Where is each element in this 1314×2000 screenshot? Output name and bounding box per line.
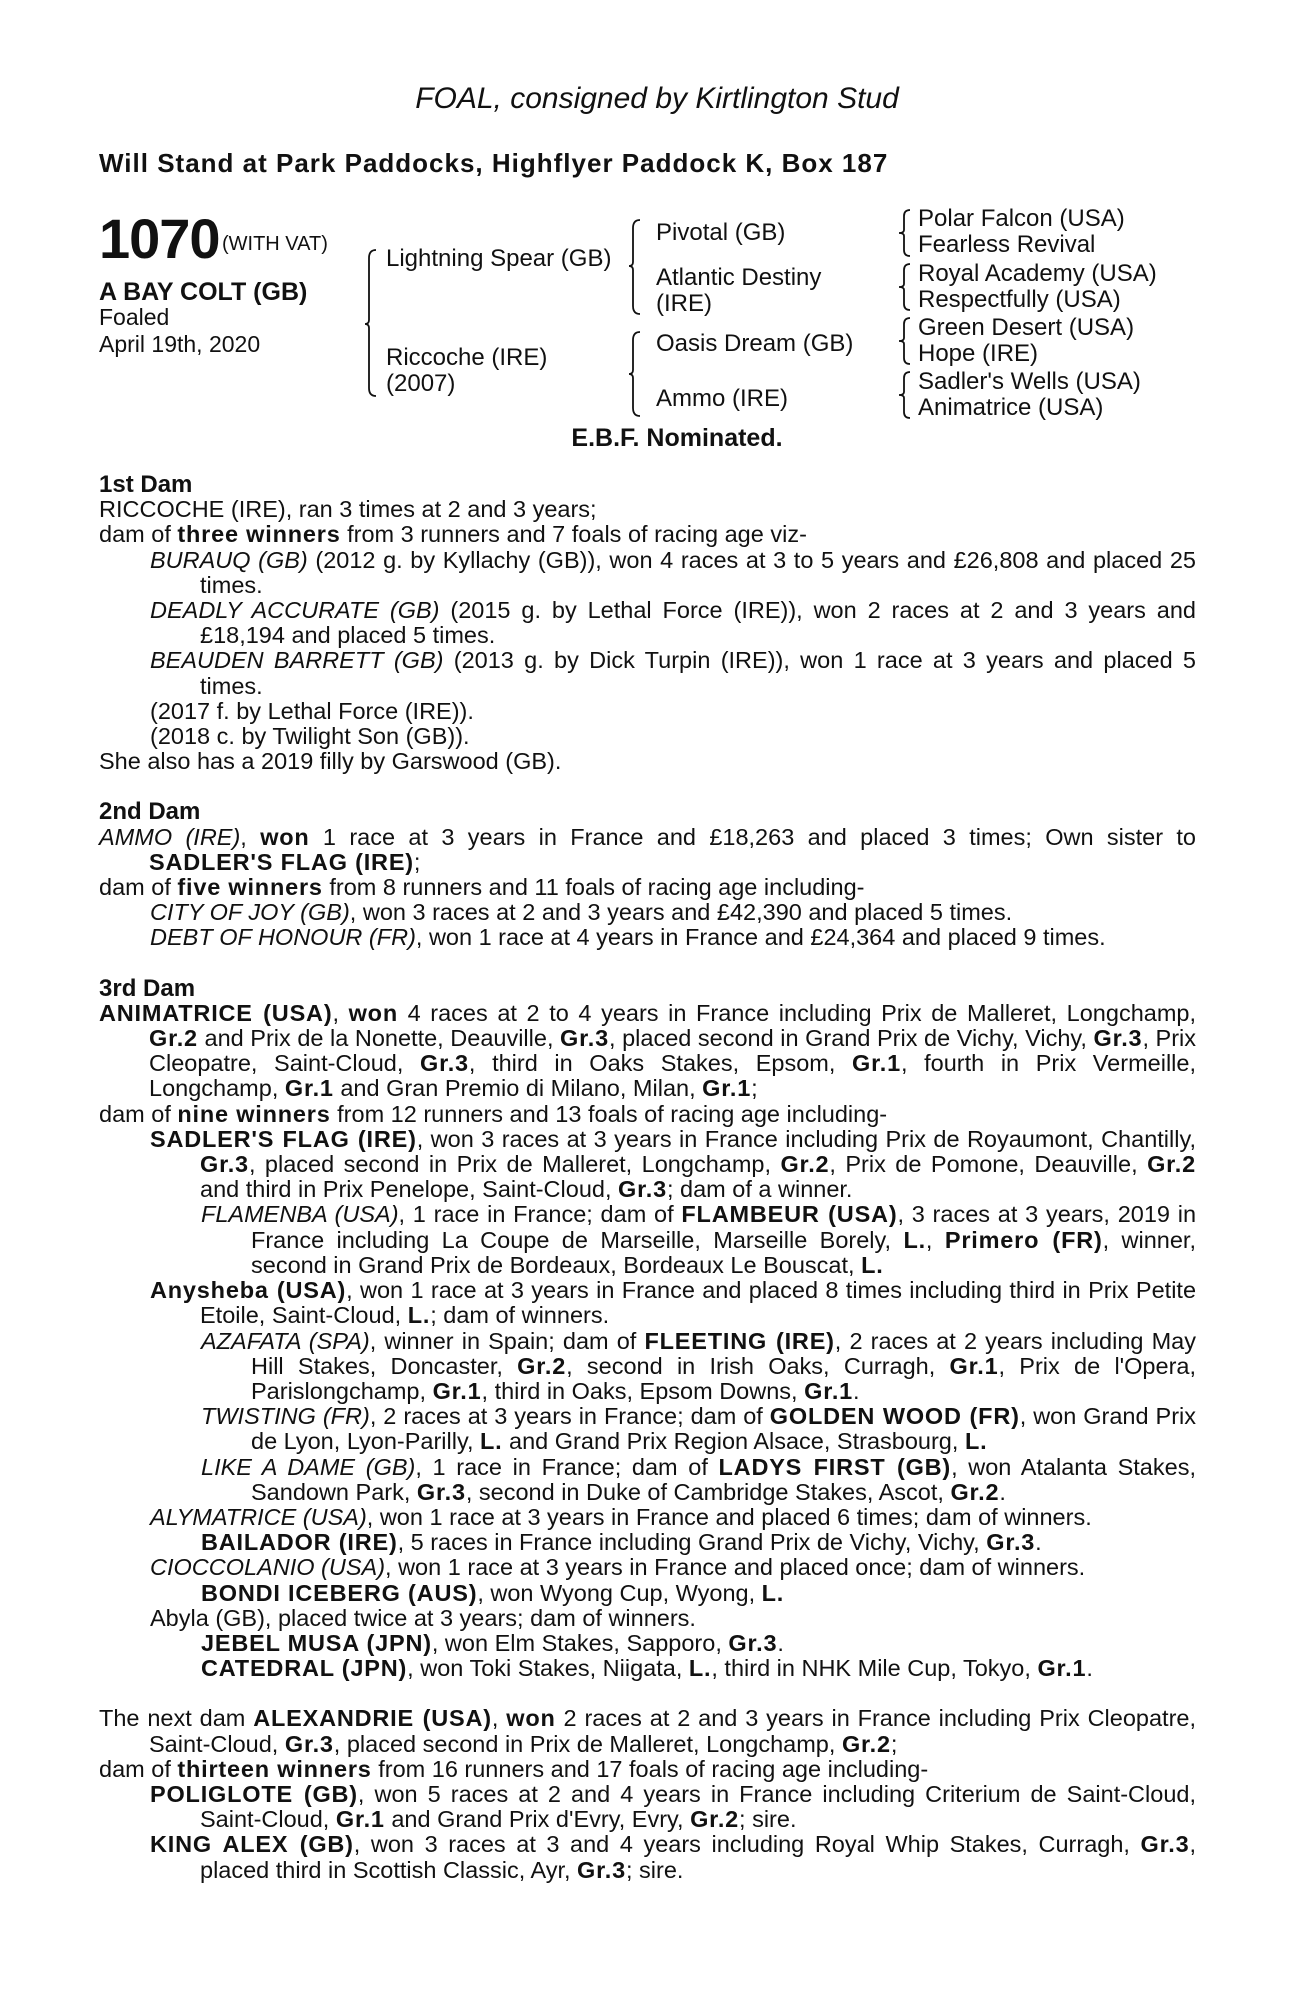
bold-text: L. xyxy=(761,1579,785,1606)
pedigree-ggp: Hope (IRE) xyxy=(918,340,1039,367)
entry-text: , won 1 race at 3 years in France and placed 6 times; dam of winners. xyxy=(366,1503,1092,1530)
italic-text: ALYMATRICE (USA) xyxy=(150,1503,367,1530)
bold-text: ANIMATRICE (USA) xyxy=(99,999,333,1026)
bold-text: Gr.2 xyxy=(517,1352,567,1379)
entry-text: , placed second in Prix de Malleret, Longchamp, xyxy=(333,1730,842,1757)
entry-text: , won Elm Stakes, Sapporo, xyxy=(431,1629,729,1656)
entry-text: , winner in Spain; dam of xyxy=(369,1327,645,1354)
bold-text: nine winners xyxy=(177,1100,331,1127)
bold-text: Gr.1 xyxy=(804,1377,854,1404)
entry-text: , xyxy=(332,999,349,1026)
entry-text: from 8 runners and 11 foals of racing age including- xyxy=(322,874,865,901)
catalogue-entry xyxy=(99,1706,1196,1756)
italic-text: AMMO (IRE) xyxy=(99,823,241,850)
pedigree-ggp: Polar Falcon (USA) xyxy=(918,205,1125,232)
catalogue-entry xyxy=(99,1757,1196,1782)
bold-text: KING ALEX (GB) xyxy=(150,1831,354,1858)
bold-text: ALEXANDRIE (USA) xyxy=(253,1705,492,1732)
entry-text: , won 3 races at 2 and 3 years and £42,390 and placed 5 times. xyxy=(349,899,1013,926)
catalogue-entry xyxy=(99,497,1196,522)
catalogue-entry xyxy=(99,900,1196,925)
entry-text: ; xyxy=(751,1075,758,1102)
entry-text: , won 5 races at 2 and 4 years in France including Criterium de Saint-Cloud, Saint-Cloud, xyxy=(200,1780,1196,1833)
italic-text: LIKE A DAME (GB) xyxy=(201,1453,416,1480)
catalogue-entry xyxy=(99,1001,1196,1102)
entry-text: (2013 g. by Dick Turpin (IRE)), won 1 race at 3 years and placed 5 times. xyxy=(200,647,1197,699)
bold-text: Gr.3 xyxy=(284,1730,334,1757)
entry-text: from 12 runners and 13 foals of racing age including- xyxy=(330,1100,888,1127)
section-gap xyxy=(99,1681,1196,1706)
catalogue-entry xyxy=(99,1656,1196,1681)
entry-text: (2017 f. by Lethal Force (IRE)). xyxy=(150,697,474,724)
italic-text: CIOCCOLANIO (USA) xyxy=(150,1554,386,1581)
entry-text: , won Toki Stakes, Niigata, xyxy=(407,1655,689,1682)
entry-text: The next dam xyxy=(99,1705,254,1732)
pedigree-ggp: Royal Academy (USA) xyxy=(918,260,1157,287)
bold-text: Gr.3 xyxy=(577,1856,626,1883)
bold-text: Anysheba (USA) xyxy=(150,1277,347,1304)
entry-text: Abyla (GB), placed twice at 3 years; dam of winners. xyxy=(150,1604,696,1631)
bold-text: Gr.2 xyxy=(780,1151,830,1178)
catalogue-entry xyxy=(99,1581,1196,1606)
entry-text: . xyxy=(999,1478,1006,1505)
bold-text: JEBEL MUSA (JPN) xyxy=(201,1629,432,1656)
bold-text: FLAMBEUR (USA) xyxy=(681,1201,898,1228)
ebf-nominated: E.B.F. Nominated. xyxy=(571,424,783,452)
entry-text: , won Atalanta Stakes, Sandown Park, xyxy=(251,1453,1196,1505)
italic-text: AZAFATA (SPA) xyxy=(201,1327,370,1354)
entry-text: ; dam of a winner. xyxy=(666,1176,853,1203)
pedigree-bracket-ggp-1 xyxy=(898,208,912,258)
entry-text: , won 3 races at 3 years in France including Prix de Royaumont, Chantilly, xyxy=(416,1125,1196,1152)
bold-text: Gr.3 xyxy=(200,1151,249,1178)
section-heading: 3rd Dam xyxy=(99,974,196,1002)
section-gap xyxy=(99,951,1196,976)
bold-text: Primero (FR) xyxy=(944,1226,1103,1253)
entry-text: , won 1 race at 3 years in France and placed 8 times including third in Prix Petite Etoile, Saint-Cloud, xyxy=(200,1277,1197,1329)
entry-text: , second in Irish Oaks, Curragh, xyxy=(566,1352,950,1379)
pedigree-dam-year: (2007) xyxy=(386,370,456,397)
bold-text: Gr.3 xyxy=(1093,1025,1143,1052)
catalogue-entry xyxy=(99,825,1196,875)
bold-text: L. xyxy=(964,1428,988,1455)
italic-text: DEBT OF HONOUR (FR) xyxy=(150,924,416,951)
catalogue-entry xyxy=(99,1505,1196,1530)
bold-text: L. xyxy=(861,1251,884,1278)
pedigree-ggp: Sadler's Wells (USA) xyxy=(918,368,1141,395)
catalogue-entry xyxy=(99,1606,1196,1631)
bold-text: Gr.1 xyxy=(949,1352,999,1379)
bold-text: Gr.2 xyxy=(690,1806,740,1833)
catalogue-entry xyxy=(99,1404,1196,1454)
entry-text: , placed second in Grand Prix de Vichy, Vichy, xyxy=(608,1025,1094,1052)
italic-text: DEADLY ACCURATE (GB) xyxy=(150,597,440,624)
catalogue-entry xyxy=(99,1202,1196,1278)
entry-text: dam of xyxy=(99,521,178,548)
bold-text: Gr.2 xyxy=(149,1025,198,1052)
entry-text: and Prix de la Nonette, Deauville, xyxy=(197,1025,561,1052)
italic-text: BURAUQ (GB) xyxy=(150,546,308,573)
bold-text: Gr.1 xyxy=(335,1806,385,1833)
catalogue-entry xyxy=(99,875,1196,900)
pedigree-ggp: Green Desert (USA) xyxy=(918,314,1135,341)
entry-text: , Prix de l'Opera, Parislongchamp, xyxy=(251,1352,1196,1404)
bold-text: Gr.3 xyxy=(560,1025,609,1052)
dam-history xyxy=(99,472,1196,1883)
bold-text: L. xyxy=(407,1302,431,1329)
italic-text: TWISTING (FR) xyxy=(201,1403,370,1430)
bold-text: won xyxy=(260,823,310,850)
catalogue-entry xyxy=(99,1329,1196,1405)
pedigree-sire-dam-country: (IRE) xyxy=(656,290,712,317)
entry-text: ; xyxy=(890,1730,898,1757)
bold-text: LADYS FIRST (GB) xyxy=(718,1453,952,1480)
pedigree-bracket-ggp-4 xyxy=(898,370,912,420)
bold-text: BONDI ICEBERG (AUS) xyxy=(201,1579,478,1606)
bold-text: Gr.1 xyxy=(1037,1655,1087,1682)
lot-description: A BAY COLT (GB) xyxy=(99,278,308,306)
bold-text: Gr.1 xyxy=(702,1075,752,1102)
vat-note: (WITH VAT) xyxy=(222,233,328,255)
entry-text: and Grand Prix Region Alsace, Strasbourg, xyxy=(502,1428,965,1455)
pedigree-bracket-ggp-2 xyxy=(898,262,912,312)
catalogue-entry xyxy=(99,1530,1196,1555)
entry-text: ; sire. xyxy=(625,1856,684,1883)
entry-text: , 1 race in France; dam of xyxy=(398,1201,682,1228)
entry-text: , fourth in Prix Vermeille, Longchamp, xyxy=(149,1050,1196,1102)
section-gap xyxy=(99,774,1196,799)
stand-location: Will Stand at Park Paddocks, Highflyer Paddock K, Box 187 xyxy=(99,148,889,178)
bold-text: Gr.3 xyxy=(618,1176,667,1203)
consignor-line: FOAL, consigned by Kirtlington Stud xyxy=(415,82,899,115)
entry-text: , third in Oaks Stakes, Epsom, xyxy=(468,1050,853,1077)
pedigree-bracket-ggp-3 xyxy=(898,316,912,366)
bold-text: Gr.1 xyxy=(284,1075,334,1102)
pedigree-ggp: Fearless Revival xyxy=(918,231,1096,258)
entry-text: , Prix de Pomone, Deauville, xyxy=(829,1151,1148,1178)
catalogue-entry xyxy=(99,598,1196,648)
bold-text: Gr.3 xyxy=(416,1478,466,1505)
bold-text: Gr.1 xyxy=(852,1050,901,1077)
bold-text: Gr.3 xyxy=(419,1050,469,1077)
pedigree-bracket-main xyxy=(364,248,378,398)
entry-text: , 5 races in France including Grand Prix de Vichy, Vichy, xyxy=(397,1529,987,1556)
bold-text: BAILADOR (IRE) xyxy=(201,1529,398,1556)
bold-text: three winners xyxy=(177,521,341,548)
entry-text: , xyxy=(240,823,261,850)
bold-text: Gr.2 xyxy=(841,1730,891,1757)
entry-text: , placed second in Prix de Malleret, Longchamp, xyxy=(248,1151,781,1178)
entry-text: , winner, second in Grand Prix de Bordeaux, Bordeaux Le Bouscat, xyxy=(251,1226,1196,1278)
catalogue-entry xyxy=(99,925,1196,950)
bold-text: Gr.2 xyxy=(950,1478,1000,1505)
bold-text: GOLDEN WOOD (FR) xyxy=(769,1403,1020,1430)
entry-text: and Grand Prix d'Evry, Evry, xyxy=(384,1806,691,1833)
entry-text: , won 1 race at 3 years in France and placed once; dam of winners. xyxy=(385,1554,1086,1581)
catalogue-entry xyxy=(99,749,1196,774)
entry-text: and Gran Premio di Milano, Milan, xyxy=(333,1075,703,1102)
entry-text: , third in Oaks, Epsom Downs, xyxy=(481,1377,805,1404)
italic-text: CITY OF JOY (GB) xyxy=(150,899,350,926)
entry-text: ; dam of winners. xyxy=(430,1302,610,1329)
entry-text: , 1 race in France; dam of xyxy=(415,1453,719,1480)
catalogue-entry xyxy=(99,1127,1196,1203)
italic-text: FLAMENBA (USA) xyxy=(201,1201,399,1228)
bold-text: five winners xyxy=(177,874,323,901)
pedigree-dam-dam: Ammo (IRE) xyxy=(656,385,788,412)
pedigree-sire: Lightning Spear (GB) xyxy=(386,245,612,272)
pedigree-dam: Riccoche (IRE) xyxy=(386,344,548,371)
entry-text: dam of xyxy=(99,1100,178,1127)
entry-text: . xyxy=(853,1377,860,1404)
entry-text: , won 3 races at 3 and 4 years including Royal Whip Stakes, Curragh, xyxy=(353,1831,1141,1858)
lot-number: 1070 xyxy=(99,207,220,270)
catalogue-entry xyxy=(99,548,1196,598)
bold-text: L. xyxy=(688,1655,712,1682)
foaled-date: April 19th, 2020 xyxy=(99,331,261,357)
italic-text: BEAUDEN BARRETT (GB) xyxy=(150,647,444,674)
bold-text: won xyxy=(348,999,398,1026)
entry-text: , placed third in Scottish Classic, Ayr, xyxy=(200,1831,1196,1883)
catalogue-entry xyxy=(99,1832,1196,1882)
entry-text: (2015 g. by Lethal Force (IRE)), won 2 races at 2 and 3 years and £18,194 and placed 5 times. xyxy=(200,597,1196,649)
catalogue-entry xyxy=(99,1782,1196,1832)
bold-text: L. xyxy=(480,1428,503,1455)
entry-text: , won Wyong Cup, Wyong, xyxy=(477,1579,762,1606)
bold-text: Gr.1 xyxy=(432,1377,482,1404)
pedigree-bracket-sire xyxy=(628,218,642,316)
bold-text: POLIGLOTE (GB) xyxy=(150,1780,358,1807)
entry-text: , 3 races at 3 years, 2019 in France including La Coupe de Marseille, Marseille Borely, xyxy=(251,1201,1197,1253)
entry-text: , second in Duke of Cambridge Stakes, Ascot, xyxy=(465,1478,951,1505)
pedigree-ggp: Respectfully (USA) xyxy=(918,286,1121,313)
entry-text: She also has a 2019 filly by Garswood (GB). xyxy=(99,748,562,775)
bold-text: Gr.3 xyxy=(728,1629,778,1656)
entry-text: , 2 races at 3 years in France; dam of xyxy=(369,1403,770,1430)
pedigree-dam-sire: Oasis Dream (GB) xyxy=(656,330,854,357)
foaled-label: Foaled xyxy=(99,304,170,330)
bold-text: Gr.3 xyxy=(986,1529,1036,1556)
catalogue-entry xyxy=(99,1631,1196,1656)
section-heading: 1st Dam xyxy=(99,471,193,498)
catalogue-entry xyxy=(99,522,1196,547)
catalogue-entry xyxy=(99,724,1196,749)
catalogue-entry xyxy=(99,648,1196,698)
bold-text: Gr.2 xyxy=(1147,1151,1196,1178)
bold-text: L. xyxy=(903,1226,926,1253)
pedigree-sire-sire: Pivotal (GB) xyxy=(656,219,786,246)
entry-text: ; sire. xyxy=(739,1806,797,1833)
entry-text: , won Grand Prix de Lyon, Lyon-Parilly, xyxy=(251,1403,1196,1455)
entry-text: . xyxy=(1086,1655,1093,1682)
catalogue-entry xyxy=(99,1555,1196,1580)
entry-text: , Prix Cleopatre, Saint-Cloud, xyxy=(149,1025,1197,1077)
catalogue-entry xyxy=(99,699,1196,724)
bold-text: thirteen winners xyxy=(177,1755,372,1782)
entry-text: dam of xyxy=(99,1755,178,1782)
entry-text: and third in Prix Penelope, Saint-Cloud, xyxy=(200,1176,619,1203)
bold-text: CATEDRAL (JPN) xyxy=(201,1655,408,1682)
entry-text: , xyxy=(925,1226,945,1253)
entry-text: 2 races at 2 and 3 years in France including Prix Cleopatre, Saint-Cloud, xyxy=(149,1705,1196,1757)
entry-text: , 2 races at 2 years including May Hill Stakes, Doncaster, xyxy=(251,1327,1197,1379)
entry-text: from 3 runners and 7 foals of racing age viz- xyxy=(340,521,807,548)
entry-text: 4 races at 2 to 4 years in France including Prix de Malleret, Longchamp, xyxy=(397,999,1197,1026)
entry-text: . xyxy=(1035,1529,1042,1556)
pedigree-ggp: Animatrice (USA) xyxy=(918,394,1104,421)
entry-text: . xyxy=(777,1629,784,1656)
bold-text: FLEETING (IRE) xyxy=(644,1327,835,1354)
entry-text: (2018 c. by Twilight Son (GB)). xyxy=(150,723,470,750)
catalogue-entry xyxy=(99,1455,1196,1505)
entry-text: from 16 runners and 17 foals of racing age including- xyxy=(371,1755,929,1782)
pedigree-bracket-dam xyxy=(628,330,642,418)
section-heading: 2nd Dam xyxy=(99,798,201,826)
entry-text: (2012 g. by Kyllachy (GB)), won 4 races at 3 to 5 years and £26,808 and placed 25 times. xyxy=(200,546,1196,598)
entry-text: RICCOCHE (IRE), ran 3 times at 2 and 3 years; xyxy=(99,496,597,523)
entry-text: , won 1 race at 4 years in France and £24,364 and placed 9 times. xyxy=(415,924,1106,951)
pedigree-sire-dam: Atlantic Destiny xyxy=(656,264,822,291)
catalogue-entry xyxy=(99,1278,1196,1328)
bold-text: won xyxy=(506,1705,556,1732)
entry-text: 1 race at 3 years in France and £18,263 and placed 3 times; Own sister to xyxy=(309,823,1197,850)
bold-text: SADLER'S FLAG (IRE) xyxy=(150,1125,417,1152)
entry-text: dam of xyxy=(99,874,178,901)
entry-text: , xyxy=(491,1705,507,1732)
entry-text: , third in NHK Mile Cup, Tokyo, xyxy=(711,1655,1038,1682)
catalogue-entry xyxy=(99,1102,1196,1127)
entry-text: ; xyxy=(413,848,421,875)
bold-text: SADLER'S FLAG (IRE) xyxy=(149,848,414,875)
bold-text: Gr.3 xyxy=(1140,1831,1190,1858)
